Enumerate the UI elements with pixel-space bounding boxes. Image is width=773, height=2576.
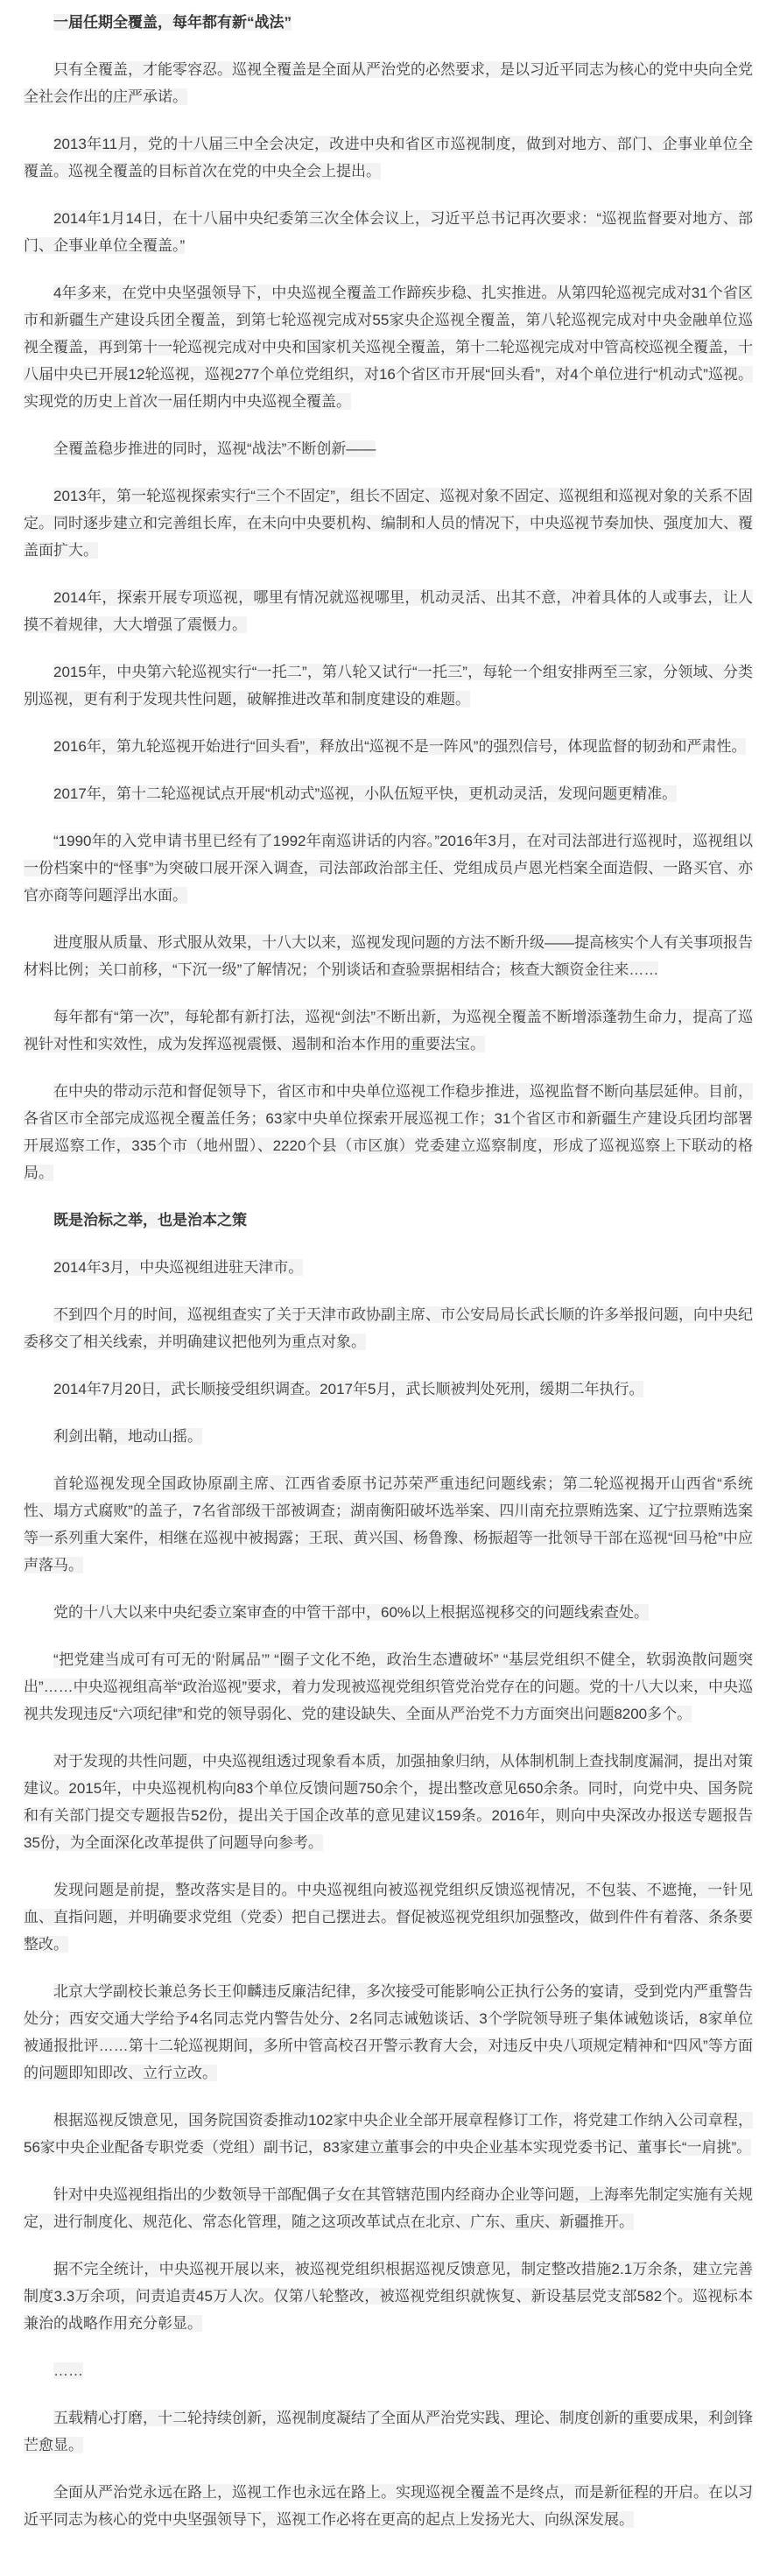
section1-heading xyxy=(24,9,753,36)
paragraph-text: 首轮巡视发现全国政协原副主席、江西省委原书记苏荣严重违纪问题线索；第二轮巡视揭开山西省“系统性、塌方式腐败”的盖子，7名省部级干部被调查；湖南衡阳破坏选举案、四川南充拉票贿选案、辽宁拉票贿选案等一系列重大案件，相继在巡视中被揭露；王珉、黄兴国、杨鲁豫、杨振超等一批领导干部在巡视“回马枪”中应声落马。 xyxy=(24,1475,753,1573)
paragraph xyxy=(24,2256,753,2337)
paragraph xyxy=(24,1003,753,1058)
paragraph-text: “把党建当成可有可无的‘附属品’” “圈子文化不绝，政治生态遭破坏” “基层党组织不健全，软弱涣散问题突出”……中央巡视组高举“政治巡视”要求，着力发现被巡视党组织管党治党存在的问题。党的十八大以来，中央巡视共发现违反“六项纪律”和党的领导弱化、党的建设缺失、全面从严治党不力方面突出问题8200多个。 xyxy=(24,1651,753,1722)
paragraph xyxy=(24,205,753,259)
paragraph xyxy=(24,482,753,564)
paragraph-text: “1990年的入党申请书里已经有了1992年南巡讲话的内容。”2016年3月，在对司法部进行巡视时，巡视组以一份档案中的“怪事”为突破口展开深入调查，司法部政治部主任、党组成员卢恩光档案全面造假、一路买官、亦官亦商等问题浮出水面。 xyxy=(24,833,753,904)
section2-heading-text: 既是治标之举，也是治本之策 xyxy=(53,1212,247,1228)
paragraph-text: 2014年1月14日，在十八届中央纪委第三次全体会议上，习近平总书记再次要求：“巡视监督要对地方、部门、企事业单位全覆盖。” xyxy=(24,210,753,254)
paragraph xyxy=(24,1078,753,1186)
paragraph xyxy=(24,780,753,807)
paragraph-text: 2014年，探索开展专项巡视，哪里有情况就巡视哪里，机动灵活、出其不意，冲着具体的人或事去，让人摸不着规律，大大增强了震慑力。 xyxy=(24,589,753,633)
paragraph-text: 针对中央巡视组指出的少数领导干部配偶子女在其管辖范围内经商办企业等问题，上海率先制定实施有关规定，进行制度化、规范化、常态化管理，随之这项改革试点在北京、广东、重庆、新疆推开。 xyxy=(24,2186,753,2230)
paragraph-text: 不到四个月的时间，巡视组查实了关于天津市政协副主席、市公安局局长武长顺的许多举报问题，向中央纪委移交了相关线索，并明确建议把他列为重点对象。 xyxy=(24,1306,753,1350)
paragraph xyxy=(24,1254,753,1281)
paragraph xyxy=(24,2181,753,2235)
paragraph xyxy=(24,1748,753,1856)
paragraph xyxy=(24,130,753,185)
paragraph-text: 全面从严治党永远在路上，巡视工作也永远在路上。实现巡视全覆盖不是终点，而是新征程的开启。在以习近平同志为核心的党中央坚强领导下，巡视工作必将在更高的起点上发扬光大、向纵深发展。 xyxy=(24,2484,753,2528)
paragraph-text: 2017年，第十二轮巡视试点开展“机动式”巡视，小队伍短平快，更机动灵活，发现问题更精准。 xyxy=(53,785,678,802)
paragraph xyxy=(24,584,753,638)
paragraph xyxy=(24,1376,753,1403)
paragraph-text: 党的十八大以来中央纪委立案审查的中管干部中，60%以上根据巡视移交的问题线索查处。 xyxy=(53,1604,650,1621)
paragraph-text: 北京大学副校长兼总务长王仰麟违反廉洁纪律，多次接受可能影响公正执行公务的宴请，受到党内严重警告处分；西安交通大学给予4名同志党内警告处分、2名同志诫勉谈话、3个学院领导班子集体诫勉谈话，8家单位被通报批评……第十二轮巡视期间，多所中管高校召开警示教育大会，对违反中央八项规定精神和“四风”等方面的问题即知即改、立行立改。 xyxy=(24,1983,753,2081)
paragraph xyxy=(24,56,753,110)
paragraph-text: 只有全覆盖，才能零容忍。巡视全覆盖是全面从严治党的必然要求，是以习近平同志为核心的党中央向全党全社会作出的庄严承诺。 xyxy=(24,61,753,105)
section2-heading xyxy=(24,1207,753,1234)
paragraph-text: 2014年3月，中央巡视组进驻天津市。 xyxy=(53,1259,304,1276)
paragraph xyxy=(24,2107,753,2161)
paragraph-text: 全覆盖稳步推进的同时，巡视“战法”不断创新—— xyxy=(53,440,376,457)
paragraph xyxy=(24,658,753,713)
paragraph-text: 2015年，中央第六轮巡视实行“一托二”，第八轮又试行“一托三”，每轮一个组安排两至三家，分领域、分类别巡视，更有利于发现共性问题，破解推进改革和制度建设的难题。 xyxy=(24,664,753,707)
paragraph-text: 发现问题是前提，整改落实是目的。中央巡视组向被巡视党组织反馈巡视情况，不包装、不遮掩，一针见血、直指问题，并明确要求党组（党委）把自己摆进去。督促被巡视党组织加强整改，做到件件有着落、条条要整改。 xyxy=(24,1882,753,1953)
paragraph-text: …… xyxy=(53,2362,83,2379)
paragraph xyxy=(24,1978,753,2087)
paragraph-text: 2013年，第一轮巡视探索实行“三个不固定”，组长不固定、巡视对象不固定、巡视组和巡视对象的关系不固定。同时逐步建立和完善组长库，在未向中央要机构、编制和人员的情况下，中央巡视节奏加快、强度加大、覆盖面扩大。 xyxy=(24,488,753,559)
paragraph-text: 2014年7月20日，武长顺接受组织调查。2017年5月，武长顺被判处死刑，缓期二年执行。 xyxy=(53,1381,644,1397)
paragraph xyxy=(24,1646,753,1728)
paragraph-text: 进度服从质量、形式服从效果，十八大以来，巡视发现问题的方法不断升级——提高核实个人有关事项报告材料比例；关口前移，“下沉一级”了解情况；个别谈话和查验票据相结合；核查大额资金往来…… xyxy=(24,934,753,978)
paragraph-text: 根据巡视反馈意见，国务院国资委推动102家中央企业全部开展章程修订工作，将党建工作纳入公司章程，56家中央企业配备专职党委（党组）副书记，83家建立董事会的中央企业基本实现党委书记、董事长“一肩挑”。 xyxy=(24,2112,753,2156)
paragraph xyxy=(24,733,753,760)
paragraph-text: 4年多来，在党中央坚强领导下，中央巡视全覆盖工作蹄疾步稳、扎实推进。从第四轮巡视完成对31个省区市和新疆生产建设兵团全覆盖，到第七轮巡视完成对55家央企巡视全覆盖，第八轮巡视完成对中央金融单位巡视全覆盖，再到第十一轮巡视完成对中央和国家机关巡视全覆盖，第十二轮巡视完成对中管高校巡视全覆盖，十八届中央已开展12轮巡视，巡视277个单位党组织，对16个省区市开展“回头看”，对4个单位进行“机动式”巡视。实现党的历史上首次一届任期内中央巡视全覆盖。 xyxy=(24,285,753,410)
paragraph-text: 据不完全统计，中央巡视开展以来，被巡视党组织根据巡视反馈意见，制定整改措施2.1万余条，建立完善制度3.3万余项，问责追责45万人次。仅第八轮整改，被巡视党组织就恢复、新设基层党支部582个。巡视标本兼治的战略作用充分彰显。 xyxy=(24,2261,753,2332)
paragraph xyxy=(24,827,753,909)
paragraph-text: 2016年，第九轮巡视开始进行“回头看”，释放出“巡视不是一阵风”的强烈信号，体现监督的韧劲和严肃性。 xyxy=(53,738,747,755)
paragraph xyxy=(24,1470,753,1579)
paragraph-text: 五载精心打磨，十二轮持续创新，巡视制度凝结了全面从严治党实践、理论、制度创新的重要成果，利剑锋芒愈显。 xyxy=(24,2410,753,2453)
paragraph xyxy=(24,1599,753,1626)
paragraph-text: 2013年11月，党的十八届三中全会决定，改进中央和省区市巡视制度，做到对地方、部门、企事业单位全覆盖。巡视全覆盖的目标首次在党的中央全会上提出。 xyxy=(24,136,753,179)
ellipsis-paragraph xyxy=(24,2357,753,2384)
paragraph xyxy=(24,435,753,462)
paragraph-text: 在中央的带动示范和督促领导下，省区市和中央单位巡视工作稳步推进，巡视监督不断向基层延伸。目前，各省区市全部完成巡视全覆盖任务；63家中央单位探索开展巡视工作；31个省区市和新疆生产建设兵团均部署开展巡察工作，335个市（地州盟）、2220个县（市区旗）党委建立巡察制度，形成了巡视巡察上下联动的格局。 xyxy=(24,1083,753,1181)
paragraph-text: 利剑出鞘，地动山摇。 xyxy=(53,1428,202,1445)
paragraph-text: 每年都有“第一次”，每轮都有新打法，巡视“剑法”不断出新，为巡视全覆盖不断增添蓬勃生命力，提高了巡视针对性和实效性，成为发挥巡视震慑、遏制和治本作用的重要法宝。 xyxy=(24,1009,753,1052)
paragraph xyxy=(24,1301,753,1355)
paragraph-text: 对于发现的共性问题，中央巡视组透过现象看本质，加强抽象归纳，从体制机制上查找制度漏洞，提出对策建议。2015年，中央巡视机构向83个单位反馈问题750余个，提出整改意见650余条。同时，向党中央、国务院和有关部门提交专题报告52份，提出关于国企改革的意见建议159条。2016年，则向中央深改办报送专题报告35份，为全面深化改革提供了问题导向参考。 xyxy=(24,1753,753,1851)
paragraph xyxy=(24,1876,753,1958)
paragraph xyxy=(24,2404,753,2459)
paragraph xyxy=(24,2479,753,2533)
paragraph xyxy=(24,1423,753,1450)
paragraph xyxy=(24,929,753,983)
section1-heading-text: 一届任期全覆盖，每年都有新“战法” xyxy=(53,14,292,31)
paragraph xyxy=(24,279,753,415)
